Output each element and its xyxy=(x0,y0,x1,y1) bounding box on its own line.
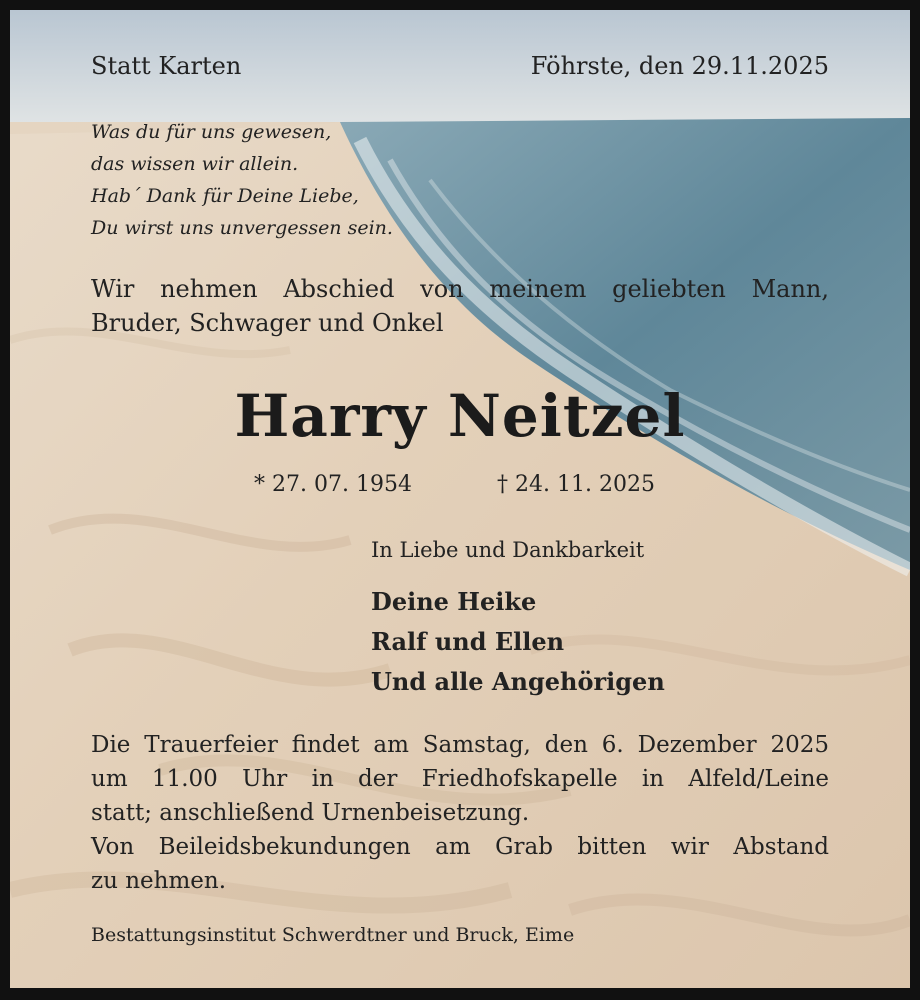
poem xyxy=(91,116,393,244)
mourners-list xyxy=(371,582,665,702)
poem-line: Hab´ Dank für Deine Liebe, xyxy=(91,185,359,207)
obituary-notice xyxy=(10,10,910,988)
mourner-name: Deine Heike xyxy=(371,587,537,616)
mourner-name: Ralf und Ellen xyxy=(371,627,565,656)
intro-line: Bruder, Schwager und Onkel xyxy=(91,309,444,337)
poem-line: Du wirst uns unvergessen sein. xyxy=(91,217,393,239)
funeral-details xyxy=(91,728,829,898)
poem-line: das wissen wir allein. xyxy=(91,153,299,175)
funeral-line: statt; anschließend Urnenbeisetzung. xyxy=(91,800,530,826)
mourner-name: Und alle Angehörigen xyxy=(371,667,665,696)
funeral-home: Bestattungsinstitut Schwerdtner und Bruck, Eime xyxy=(91,924,575,946)
deceased-name: Harry Neitzel xyxy=(234,382,686,450)
intro-text xyxy=(91,272,829,340)
notice-text xyxy=(10,10,910,988)
birth-date: * 27. 07. 1954 xyxy=(254,472,412,497)
funeral-line: um 11.00 Uhr in der Friedhofskapelle in Alfeld/Leine xyxy=(91,766,829,792)
place-date: Föhrste, den 29.11.2025 xyxy=(530,52,829,80)
poem-line: Was du für uns gewesen, xyxy=(91,121,332,143)
death-date: † 24. 11. 2025 xyxy=(497,472,655,497)
mourners-intro: In Liebe und Dankbarkeit xyxy=(371,538,645,562)
funeral-line: Von Beileidsbekundungen am Grab bitten wir Abstand xyxy=(91,834,829,860)
header-left: Statt Karten xyxy=(91,52,242,80)
intro-line: Wir nehmen Abschied von meinem geliebten Mann, xyxy=(91,275,829,303)
funeral-line: Die Trauerfeier findet am Samstag, den 6. Dezember 2025 xyxy=(91,732,829,758)
funeral-line: zu nehmen. xyxy=(91,868,227,894)
